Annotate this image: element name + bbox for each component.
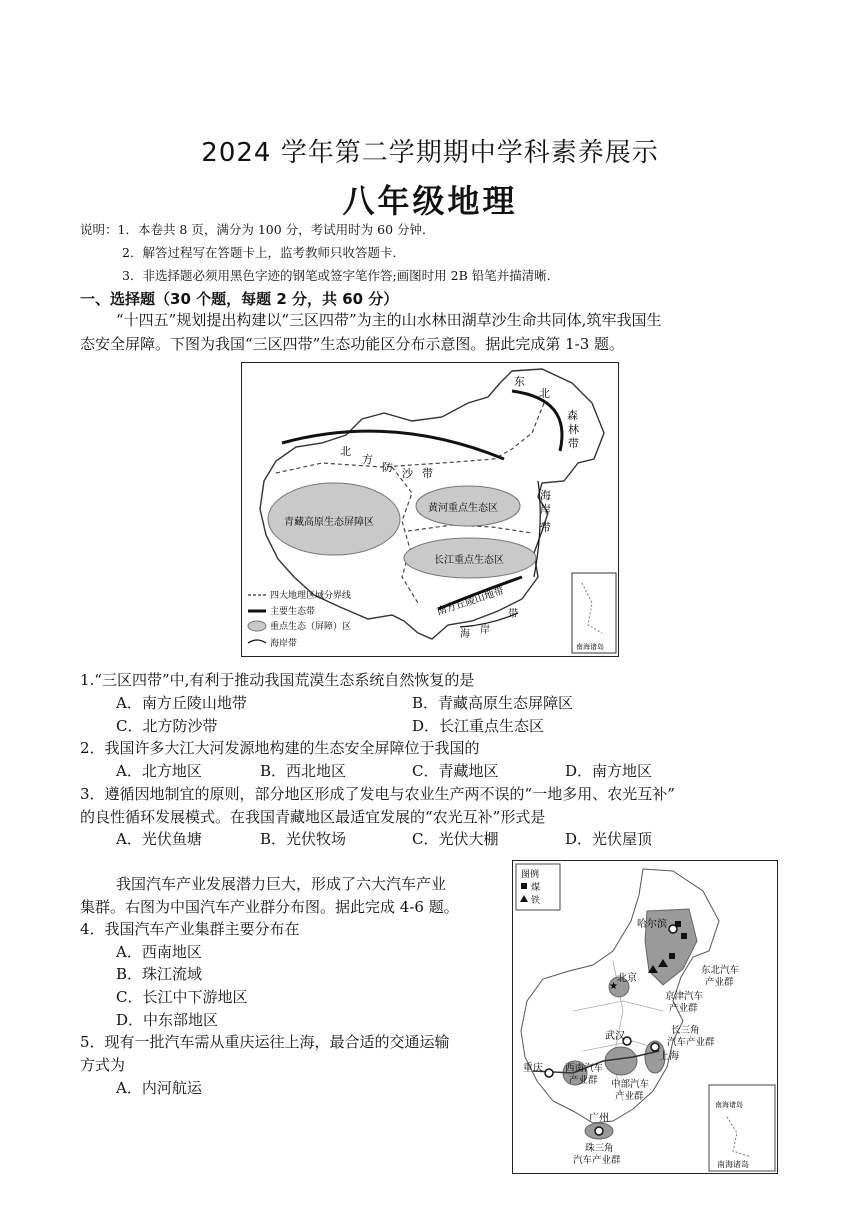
q4-option-a: A．西南地区 bbox=[116, 943, 202, 961]
label-northeast-1: 东 bbox=[514, 375, 525, 388]
cluster-southwest-2: 产业群 bbox=[569, 1075, 598, 1086]
q3-stem-1: 3．遵循因地制宜的原则，部分地区形成了发电与农业生产两不误的“一地多用、农光互补” bbox=[80, 785, 675, 803]
cluster-northeast-1: 东北汽车 bbox=[701, 965, 740, 976]
exam-subtitle: 八年级地理 bbox=[342, 182, 518, 220]
harbin-marker bbox=[669, 925, 677, 933]
auto-industry-map bbox=[512, 860, 778, 1174]
q3-option-a: A．光伏鱼塘 bbox=[116, 830, 202, 848]
q1-stem: 1.“三区四带”中,有利于推动我国荒漠生态系统自然恢复的是 bbox=[80, 671, 475, 689]
coal-marker-2 bbox=[681, 933, 687, 939]
inset-label: 南海诸岛 bbox=[576, 643, 604, 651]
q2-option-c: C．青藏地区 bbox=[412, 762, 499, 780]
label-coast-s-1: 海 bbox=[460, 629, 470, 640]
label-north-1: 北 bbox=[340, 445, 351, 458]
map2-legend-title: 图例 bbox=[521, 870, 540, 880]
shanghai-marker bbox=[651, 1043, 659, 1051]
label-coast-3: 带 bbox=[540, 521, 551, 534]
cluster-northeast-2: 产业群 bbox=[705, 977, 734, 988]
map2-inset bbox=[709, 1085, 775, 1171]
cluster-prd-1: 珠三角 bbox=[585, 1143, 614, 1154]
coal-icon bbox=[521, 883, 527, 889]
city-beijing: 北京 bbox=[617, 973, 637, 984]
legend-coast: 海岸带 bbox=[270, 639, 298, 649]
q3-option-d: D．光伏屋顶 bbox=[565, 830, 653, 848]
map2-legend-coal: 煤 bbox=[531, 883, 541, 893]
cluster-jingjin-2: 产业群 bbox=[669, 1003, 698, 1014]
q4-option-c: C．长江中下游地区 bbox=[116, 988, 248, 1006]
section-title: 一、选择题（30 个题，每题 2 分，共 60 分） bbox=[80, 290, 399, 308]
q1-option-a: A．南方丘陵山地带 bbox=[116, 694, 247, 712]
q5-stem-1: 5．现有一批汽车需从重庆运往上海，最合适的交通运输 bbox=[80, 1033, 450, 1051]
label-coast-s-3: 带 bbox=[508, 609, 518, 620]
q2-stem: 2．我国许多大江大河发源地构建的生态安全屏障位于我国的 bbox=[80, 739, 480, 757]
label-north-3: 防 bbox=[382, 461, 393, 474]
label-coast-2: 岸 bbox=[540, 503, 551, 516]
q1-option-d: D．长江重点生态区 bbox=[412, 717, 545, 735]
q3-option-b: B．光伏牧场 bbox=[260, 830, 347, 848]
guangzhou-marker bbox=[595, 1127, 603, 1135]
coal-marker-3 bbox=[669, 953, 675, 959]
city-shanghai: 上海 bbox=[659, 1051, 679, 1062]
cluster-yangtze-1: 长三角 bbox=[671, 1025, 700, 1036]
label-north-4: 沙 bbox=[402, 467, 413, 480]
city-chongqing: 重庆 bbox=[523, 1063, 543, 1074]
q4-option-b: B．珠江流域 bbox=[116, 965, 203, 983]
legend-zone: 重点生态（屏障）区 bbox=[270, 622, 352, 632]
label-coast-1: 海 bbox=[540, 489, 551, 502]
q3-stem-2: 的良性循环发展模式。在我国青藏地区最适宜发展的“农光互补”形式是 bbox=[80, 808, 546, 826]
capital-star-icon: ★ bbox=[609, 981, 618, 992]
city-guangzhou: 广州 bbox=[589, 1113, 609, 1124]
note-2: 2．解答过程写在答题卡上，监考教师只收答题卡． bbox=[122, 245, 405, 260]
map2-inset-small: 南海诸岛 bbox=[715, 1101, 743, 1109]
map2-legend-iron: 铁 bbox=[531, 896, 541, 906]
central-cluster-area bbox=[605, 1047, 637, 1075]
note-3: 3．非选择题必须用黑色字迹的钢笔或签字笔作答;画图时用 2B 铅笔并描清晰． bbox=[122, 268, 560, 283]
intro2-line-2: 集群。右图为中国汽车产业群分布图。据此完成 4-6 题。 bbox=[80, 898, 459, 916]
label-north-5: 带 bbox=[422, 467, 433, 480]
label-northeast-5: 带 bbox=[568, 437, 579, 450]
q2-option-b: B．西北地区 bbox=[260, 762, 347, 780]
south-sea-inset bbox=[572, 573, 616, 653]
legend-belt: 主要生态带 bbox=[270, 607, 316, 617]
cluster-prd-2: 汽车产业群 bbox=[573, 1155, 621, 1166]
legend-coast-swatch bbox=[248, 640, 266, 643]
city-wuhan: 武汉 bbox=[605, 1031, 625, 1042]
cluster-yangtze-2: 汽车产业群 bbox=[667, 1037, 715, 1048]
q2-option-d: D．南方地区 bbox=[565, 762, 653, 780]
q3-option-c: C．光伏大棚 bbox=[412, 830, 499, 848]
intro2-line-1: 我国汽车产业发展潜力巨大，形成了六大汽车产业 bbox=[116, 875, 447, 893]
q5-option-a: A．内河航运 bbox=[116, 1079, 202, 1097]
city-harbin: 哈尔滨 bbox=[637, 919, 667, 930]
intro-line-2: 态安全屏障。下图为我国“三区四带”生态功能区分布示意图。据此完成第 1-3 题。 bbox=[80, 335, 625, 353]
label-changjiang: 长江重点生态区 bbox=[434, 555, 504, 566]
q5-stem-2: 方式为 bbox=[80, 1056, 126, 1074]
exam-title: 2024 学年第二学期期中学科素养展示 bbox=[201, 138, 659, 168]
q2-option-a: A．北方地区 bbox=[116, 762, 202, 780]
label-coast-s-2: 岸 bbox=[480, 625, 490, 636]
q4-option-d: D．中东部地区 bbox=[116, 1011, 219, 1029]
label-northeast-2: 北 bbox=[539, 387, 550, 400]
intro-line-1: “十四五”规划提出构建以“三区四带”为主的山水林田湖草沙生命共同体,筑牢我国生 bbox=[116, 311, 662, 329]
legend-zone-swatch bbox=[248, 621, 266, 631]
cluster-central-2: 产业群 bbox=[615, 1091, 644, 1102]
cluster-jingjin-1: 京津汽车 bbox=[665, 991, 704, 1002]
label-northeast-3: 森 bbox=[567, 409, 578, 422]
label-huanghe: 黄河重点生态区 bbox=[428, 503, 498, 514]
cluster-central-1: 中部汽车 bbox=[611, 1079, 650, 1090]
chongqing-marker bbox=[545, 1069, 553, 1077]
label-qingzang: 青藏高原生态屏障区 bbox=[284, 517, 374, 528]
map2-inset-label: 南海诸岛 bbox=[717, 1160, 749, 1169]
note-1: 说明：1．本卷共 8 页，满分为 100 分，考试用时为 60 分钟． bbox=[80, 222, 435, 237]
q1-option-c: C．北方防沙带 bbox=[116, 717, 218, 735]
q4-stem: 4．我国汽车产业集群主要分布在 bbox=[80, 920, 300, 938]
label-northeast-4: 林 bbox=[568, 423, 579, 436]
label-south-hills: 南方丘陵山地带 bbox=[435, 585, 506, 618]
q1-option-b: B．青藏高原生态屏障区 bbox=[412, 694, 574, 712]
label-north-2: 方 bbox=[362, 453, 373, 466]
legend-boundary: 四大地理区域分界线 bbox=[270, 591, 352, 601]
cluster-southwest-1: 西南汽车 bbox=[565, 1063, 604, 1074]
ecological-zones-map bbox=[241, 362, 619, 657]
